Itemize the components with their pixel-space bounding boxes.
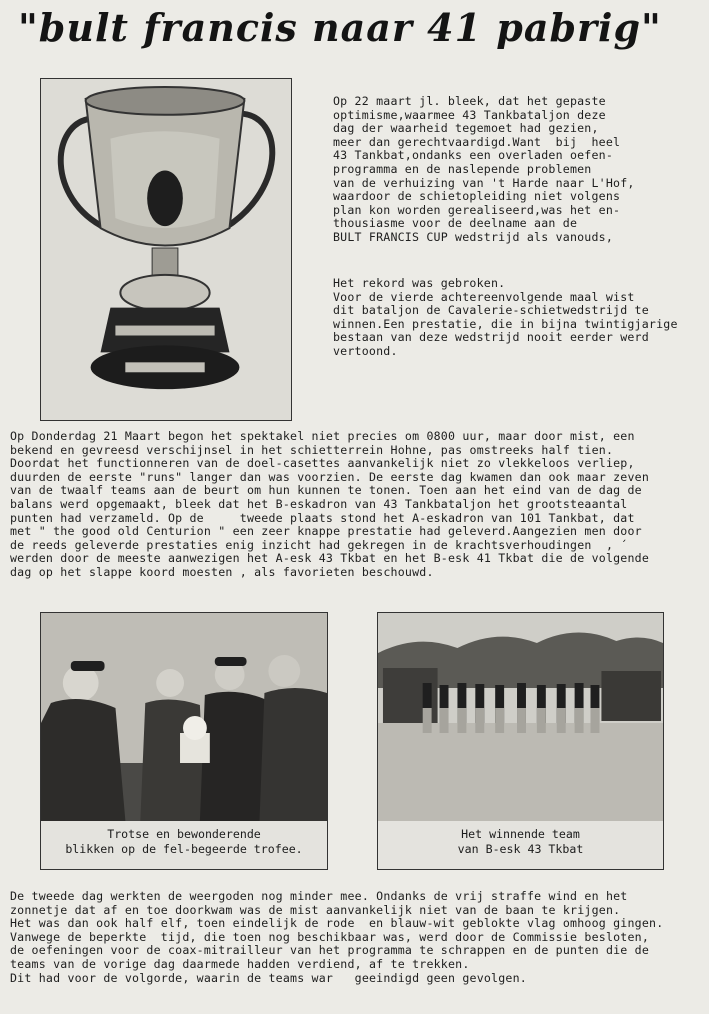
photo-trophy-admirers: [40, 612, 328, 870]
photo-left-caption: Trotse en bewonderende blikken op de fel-begeerde trofee.: [65, 827, 303, 856]
photo-right-caption: Het winnende team van B-esk 43 Tkbat: [457, 827, 584, 856]
trophy-photo: [40, 78, 292, 421]
body-paragraph-day-two: De tweede dag werkten de weergoden nog minder mee. Ondanks de vrij straffe wind en het zonnetje dat af en toe doorkwam was de mist aanvankelijk niet van de baan te krijgen. Het was dan ook half elf, toen eindelijk de rode en blauw-wit geblokte vlag omhoog gingen. Vanwege de beperkte tijd, die toen nog beschikbaar was, werd door de Commissie besloten, de oefeningen voor de coax-mitrailleur van het programma te schrappen en de punten die de teams van de vorige dag daarmede hadden verdiend, af te trekken. Dit had voor de volgorde, waarin de teams war geeindigd geen gevolgen.: [10, 889, 664, 985]
intro-paragraph: Op 22 maart jl. bleek, dat het gepaste optimisme,waarmee 43 Tankbataljon deze dag der waarheid tegemoet had gezien, meer dan gerechtvaardigd.Want bij heel 43 Tankbat,ondanks een overladen oefen- programma en de naslepende problemen van de verhuizing van 't Harde naar L'Hof, waardoor de schietopleiding niet volgens plan kon worden gerealiseerd,was het en- thousiasme voor de deelname aan de BULT FRANCIS CUP wedstrijd als vanouds,: [333, 94, 635, 244]
photo-winning-team: [377, 612, 664, 870]
body-paragraph-day-one: Op Donderdag 21 Maart begon het spektakel niet precies om 0800 uur, maar door mist, een bekend en gevreesd verschijnsel in het schietterrein Hohne, pas omstreeks half tien. Doordat het functionneren van de doel-casettes aanvankelijk niet zo vlekkeloos verliep, duurden de eerste "runs" langer dan was voorzien. De eerste dag kwamen dan ook maar zeven van de twaalf teams aan de beurt om hun kunnen te tonen. Toen aan het eind van de dag de balans werd opgemaakt, bleek dat het B-eskadron van 43 Tankbataljon het grootsteaantal punten had verzameld. Op de tweede plaats stond het A-eskadron van 101 Tankbat, dat met " the good old Centurion " een zeer knappe prestatie had geleverd.Aangezien men door de reeds geleverde prestaties enig inzicht had gekregen in de krachtsverhoudingen , ´ werden door de meeste aanwezigen het A-esk 43 Tkbat en het B-esk 41 Tkbat die de volgende dag op het slappe koord moesten , als favorieten beschouwd.: [10, 429, 650, 579]
headline: "bult francis naar 41 pabrig": [18, 5, 662, 50]
record-paragraph: Het rekord was gebroken. Voor de vierde achtereenvolgende maal wist dit bataljon de Cavalerie-schietwedstrijd te winnen.Een prestatie, die in bijna twintigjarige bestaan van deze wedstrijd nooit eerder werd vertoond.: [333, 276, 678, 358]
